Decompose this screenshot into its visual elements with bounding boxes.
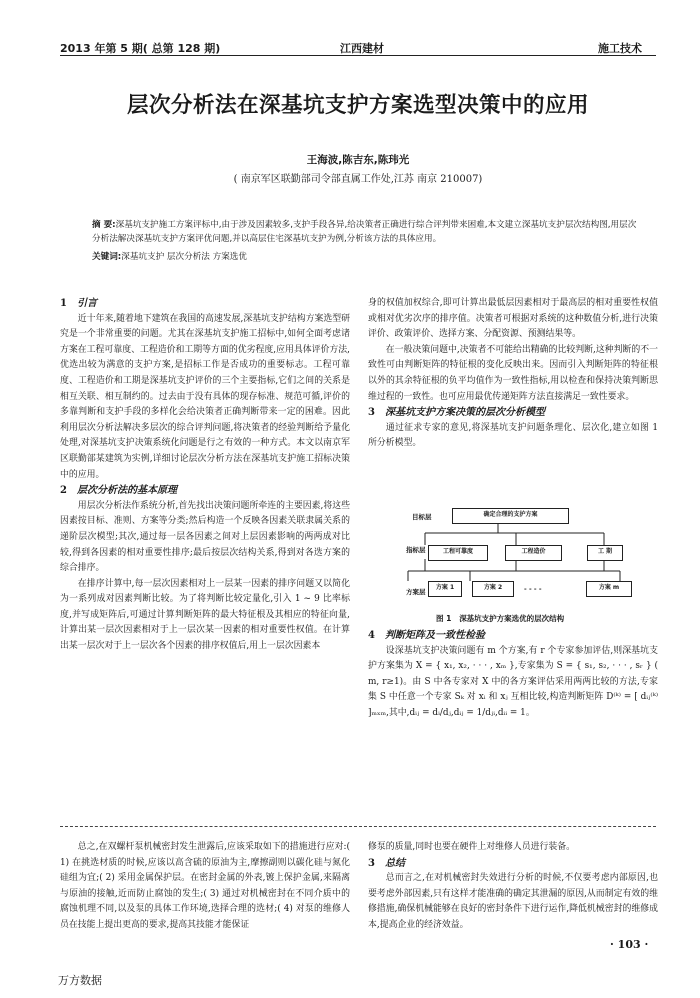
keywords-label: 关键词: (92, 252, 122, 262)
section-4-heading: 4 判断矩阵及一致性检验 (368, 630, 485, 641)
keywords-text: 深基坑支护 层次分析法 方案选优 (121, 252, 247, 262)
paragraph: 身的权值加权综合,即可计算出最低层因素相对于最高层的相对重要性权值或相对优劣次序的排序值。决策者可根据对系统的这种数值分析,进行决策评价、政策评价、选择方案、分配资源、预测结果等。 (368, 298, 658, 340)
paragraph: 总而言之,在对机械密封失效进行分析的时候,不仅要考虑内部原因,也要考虑外部因素,只有这样才能准确的确定其泄漏的原因,从而制定有效的维修措施,确保机械能够在良好的密封条件下进行运作,降低机械密封的维修成本,提高企业的经济效益。 (368, 873, 658, 930)
right-column-top (368, 296, 658, 452)
criterion-node-reliability: 工程可靠度 (428, 545, 488, 561)
left-column (60, 296, 350, 655)
alternative-node-2: 方案 2 (472, 581, 514, 597)
paragraph: 通过征求专家的意见,将深基坑支护问题条理化、层次化,建立如图 1 所分析模型。 (368, 422, 658, 449)
abstract (92, 218, 640, 246)
abstract-label: 摘 要: (92, 220, 116, 230)
criterion-node-duration: 工 期 (587, 545, 623, 561)
header-rule (60, 55, 656, 56)
plan-layer-label: 方案层 (406, 588, 426, 596)
paragraph: 用层次分析法作系统分析,首先找出决策问题所牵连的主要因素,将这些因素按目标、准则、方案等分类;然后构造一个反映各因素关联隶属关系的递阶层次模型;其次,通过每一层各因素之间对上层因素影响的两两成对比较,得到各因素的相对重要性排序;最后按层次结构关系,得到对各选方案的综合排序。 (60, 500, 350, 574)
page-number: · 103 · (610, 938, 649, 951)
lower-right-column (368, 840, 658, 934)
paragraph: 设深基坑支护决策问题有 m 个方案,有 r 个专家参加评估,则深基坑支护方案集为 X = { x₁, x₂, · · · , xₘ },专家集为 S = { s₁, s₂, · · · , sᵣ } ( m, r≥1)。由 S 中各专家对 X 中的各方案评估采用两两比较的方法,专家集 S 中任意一个专家 Sₖ 对 xᵢ 和 xⱼ 互相比较,构造判断矩阵 D⁽ᵏ⁾ = [ dᵢⱼ⁽ᵏ⁾ ]ₘₓₘ,其中,dᵢⱼ = dᵢ/dⱼ,dᵢⱼ = 1/dⱼᵢ,dᵢᵢ = 1。 (368, 645, 658, 718)
paragraph: 总之,在双螺杆泵机械密封发生泄露后,应该采取如下的措施进行应对:( 1) 在挑选材质的时候,应该以高含硫的原油为主,摩擦副则以碳化硅与氮化硅组为宜;( 2) 采用金属保护层。在密封金属的外表,镀上保护金属,来隔离与原油的接触,近而防止腐蚀的发生;( 3) 通过对机械密封在不同介质中的腐蚀机理不同,以及泵的具体工作环境,选择合理的选材;( 4) 对泵的维修人员在技能上提出更高的要求,提高其技能才能保证 (60, 842, 350, 930)
section-2-heading: 2 层次分析法的基本原理 (60, 485, 177, 497)
paragraph: 近十年来,随着地下建筑在我国的高速发展,深基坑支护结构方案选型研究是一个非常重要的问题。尤其在深基坑支护施工招标中,如何全面考虑诸方案在工程可靠度、工程造价和工期等方面的优劣程度,应用具体评价方法,优选出较为满意的支护方案,是招标工作是否成功的重要标志。工程可靠度、工程造价和工期是深基坑支护评价的三个主要指标,它们之间的关系是相互关联、相互制约的。过去由于没有具体的现存标准、规范可循,评价的多靠判断和支护手段的多样化会给决策者正确判断带来一定的困难。因此利用层次分析法解决多层次的综合评判问题,将决策者的经验判断给予量化处理,对深基坑支护决策系统化问题是行之有效的一种方式。本文以南京军区联勤部某建筑为实例,详细讨论层次分析方法在深基坑支护施工招标决策中的应用。 (60, 313, 350, 480)
section-1-heading: 1 引言 (60, 298, 97, 309)
ellipsis: - - - - (524, 585, 542, 593)
abstract-text: 深基坑支护施工方案评标中,由于涉及因素较多,支护手段各异,给决策者正确进行综合评判带来困难,本文建立深基坑支护层次结构图,用层次分析法解决深基坑支护方案评优问题,并以高层住宅深基坑支护为例,分析该方法的具体应用。 (92, 220, 637, 244)
running-header-issue: 2013 年第 5 期( 总第 128 期) (60, 42, 221, 55)
right-column-bottom (368, 628, 658, 722)
figure-caption (436, 613, 564, 624)
article-separator (60, 826, 656, 827)
goal-layer-label: 目标层 (412, 513, 432, 521)
paper-title: 层次分析法在深基坑支护方案选型决策中的应用 (126, 93, 589, 118)
criterion-node-cost: 工程造价 (505, 545, 562, 561)
goal-node: 确定合理的支护方案 (452, 508, 569, 524)
alternative-node-1: 方案 1 (428, 581, 462, 597)
keywords (92, 250, 640, 262)
paragraph: 修泵的质量,同时也要在硬件上对维修人员进行装备。 (368, 842, 575, 852)
running-header-journal: 江西建材 (340, 42, 384, 55)
figure-caption-text: 深基坑支护方案选优的层次结构 (459, 614, 565, 623)
affiliation: ( 南京军区联勤部司令部直属工作处,江苏 南京 210007) (233, 174, 483, 185)
figure-caption-number: 图 1 (436, 614, 452, 623)
paragraph: 在排序计算中,每一层次因素相对上一层某一因素的排序问题又以简化为一系列成对因素判断比较。为了将判断比较定量化,引入 1 ~ 9 比率标度,并写成矩阵后,可通过计算判断矩阵的最大特征根及其相应的特征向量,计算出某一层次因素相对于上一层次某一因素的相对重要性权值。在计算出某一层次对于上一层次各个因素的排序权值后,用上一层次因素本 (60, 578, 350, 652)
running-header-section: 施工技术 (598, 42, 642, 55)
authors: 王海波,陈吉东,陈玮光 (306, 154, 410, 166)
paragraph: 在一般决策问题中,决策者不可能给出精确的比较判断,这种判断的不一致性可由判断矩阵的特征根的变化反映出来。因而引入判断矩阵的特征根以外的其余特征根的负平均值作为一致性指标,用以检查和保持决策判断思维过程的一致性。也可应用最优传递矩阵方法直接满足一致性要求。 (368, 344, 658, 402)
lower-left-column (60, 840, 350, 934)
criteria-layer-label: 指标层 (406, 546, 426, 554)
footer-source: 万方数据 (58, 974, 102, 987)
section-3-heading: 3 深基坑支护方案决策的层次分析模型 (368, 407, 545, 419)
alternative-node-m: 方案 m (586, 581, 632, 597)
section-summary-heading: 3 总结 (368, 857, 405, 869)
